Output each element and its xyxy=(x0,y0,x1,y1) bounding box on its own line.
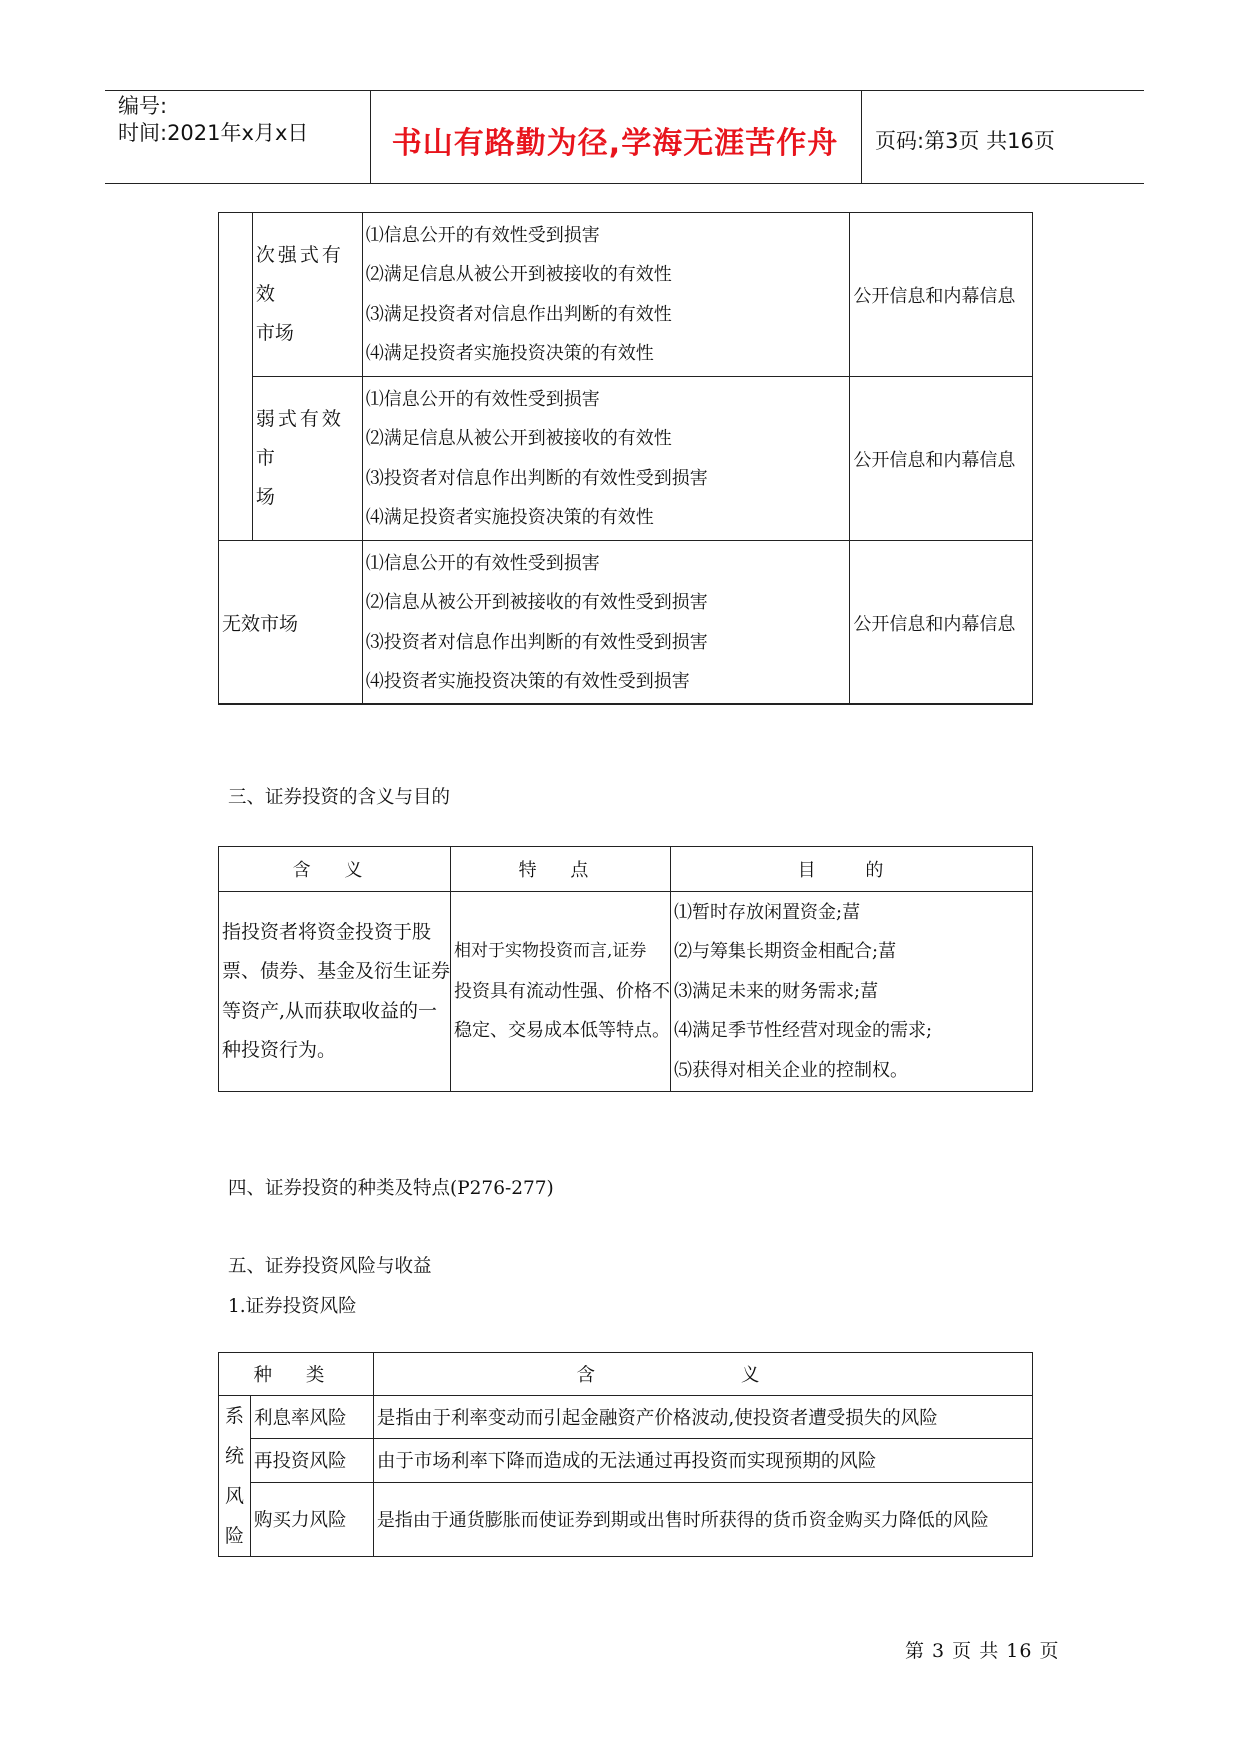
market-features-cell xyxy=(362,377,850,541)
header-divider-right xyxy=(861,90,862,183)
table-row xyxy=(219,1439,1033,1482)
investment-meaning-table xyxy=(218,846,1033,1092)
group-label-char: 系 xyxy=(224,1405,244,1427)
feature-item: ⑷投资者实施投资决策的有效性受到损害 xyxy=(365,671,690,692)
table-row xyxy=(219,892,1033,1092)
feature-item: ⑶投资者对信息作出判断的有效性受到损害 xyxy=(365,631,708,653)
risk-meaning-cell: 是指由于利率变动而引起金融资产价格波动,使投资者遭受损失的风险 xyxy=(373,1396,1032,1439)
feature-line: 相对于实物投资而言,证券 xyxy=(454,941,647,962)
feature-item: ⑷满足投资者实施投资决策的有效性 xyxy=(365,343,654,364)
feature-item: ⑴信息公开的有效性受到损害 xyxy=(365,224,600,246)
market-name: 场 xyxy=(255,486,275,508)
group-label-char: 统 xyxy=(224,1445,244,1467)
header-motto: 书山有路勤为径,学海无涯苦作舟 xyxy=(391,126,839,161)
meaning-line: 指投资者将资金投资于股 xyxy=(222,920,432,943)
header-top-rule xyxy=(105,90,1144,91)
info-type-cell: 公开信息和内幕信息 xyxy=(850,541,1033,705)
header-page-label: 页码:第3页 共16页 xyxy=(875,129,1055,153)
section5-heading: 五、证券投资风险与收益 xyxy=(228,1256,432,1277)
meaning-line: 票、债券、基金及衍生证券 xyxy=(222,960,451,982)
feature-item: ⑶投资者对信息作出判断的有效性受到损害 xyxy=(365,467,708,489)
efficiency-table-group-cell xyxy=(219,213,253,541)
market-name: 次强式有效 xyxy=(255,244,344,305)
market-name: 市场 xyxy=(255,322,294,344)
column-header-meaning: 含 义 xyxy=(373,1353,1032,1396)
market-name-cell xyxy=(252,213,362,377)
document-number-label: 编号: xyxy=(118,94,168,118)
feature-item: ⑴信息公开的有效性受到损害 xyxy=(365,552,600,574)
market-name: 弱式有效市 xyxy=(255,408,344,469)
purpose-item: ⑷满足季节性经营对现金的需求; xyxy=(674,1020,933,1042)
header-bottom-rule xyxy=(105,183,1144,184)
section4-heading: 四、证券投资的种类及特点(P276-277) xyxy=(228,1178,554,1199)
feature-item: ⑶满足投资者对信息作出判断的有效性 xyxy=(365,303,672,325)
column-header-feature: 特 点 xyxy=(451,847,671,892)
purpose-item: ⑸获得对相关企业的控制权。 xyxy=(674,1059,909,1081)
page-footer: 第 3 页 共 16 页 xyxy=(905,1640,1060,1662)
purpose-cell xyxy=(671,892,1033,1092)
risk-name-cell: 利息率风险 xyxy=(250,1396,373,1439)
purpose-item: ⑵与筹集长期资金相配合;葍 xyxy=(674,941,897,963)
info-type-cell: 公开信息和内幕信息 xyxy=(850,377,1033,541)
info-type-cell: 公开信息和内幕信息 xyxy=(850,213,1033,377)
table-row xyxy=(219,213,1033,377)
feature-cell xyxy=(451,892,671,1092)
table-header-row xyxy=(219,847,1033,892)
purpose-item: ⑶满足未来的财务需求;葍 xyxy=(674,980,879,1002)
document-time-label: 时间:2021年x月x日 xyxy=(118,121,309,145)
column-header-purpose: 目 的 xyxy=(671,847,1033,892)
market-features-cell xyxy=(362,213,850,377)
section3-heading: 三、证券投资的含义与目的 xyxy=(228,787,451,808)
risk-name-cell: 再投资风险 xyxy=(250,1439,373,1482)
table-row xyxy=(219,1396,1033,1439)
table-header-row xyxy=(219,1353,1033,1396)
purpose-item: ⑴暂时存放闲置资金;葍 xyxy=(674,901,861,923)
efficiency-table-bottom-rule xyxy=(218,703,1033,705)
feature-item: ⑵信息从被公开到被接收的有效性受到损害 xyxy=(365,592,708,613)
systematic-risk-group-cell xyxy=(219,1396,251,1557)
table-row xyxy=(219,541,1033,705)
column-header-type: 种 类 xyxy=(219,1353,374,1396)
meaning-line: 种投资行为。 xyxy=(222,1039,337,1061)
risk-meaning-cell: 是指由于通货膨胀而使证券到期或出售时所获得的货币资金购买力降低的风险 xyxy=(373,1482,1032,1556)
table-row xyxy=(219,1482,1033,1556)
feature-item: ⑵满足信息从被公开到被接收的有效性 xyxy=(365,428,672,449)
group-label-char: 风 xyxy=(224,1485,244,1507)
feature-item: ⑵满足信息从被公开到被接收的有效性 xyxy=(365,264,672,285)
column-header-meaning: 含 义 xyxy=(219,847,451,892)
feature-line: 投资具有流动性强、价格不 xyxy=(454,980,671,1002)
market-features-cell xyxy=(362,541,850,705)
market-name-cell xyxy=(252,377,362,541)
feature-item: ⑷满足投资者实施投资决策的有效性 xyxy=(365,507,654,528)
efficiency-table xyxy=(218,212,1033,705)
meaning-cell xyxy=(219,892,451,1092)
market-name-cell: 无效市场 xyxy=(219,541,363,705)
risk-meaning-cell: 由于市场利率下降而造成的无法通过再投资而实现预期的风险 xyxy=(373,1439,1032,1482)
feature-item: ⑴信息公开的有效性受到损害 xyxy=(365,388,600,410)
table-row xyxy=(219,377,1033,541)
risk-table xyxy=(218,1352,1033,1557)
group-label-char: 险 xyxy=(224,1525,244,1547)
section5-subheading: 1.证券投资风险 xyxy=(228,1296,357,1317)
meaning-line: 等资产,从而获取收益的一 xyxy=(222,999,438,1022)
feature-line: 稳定、交易成本低等特点。 xyxy=(454,1020,671,1042)
risk-name-cell: 购买力风险 xyxy=(250,1482,373,1556)
